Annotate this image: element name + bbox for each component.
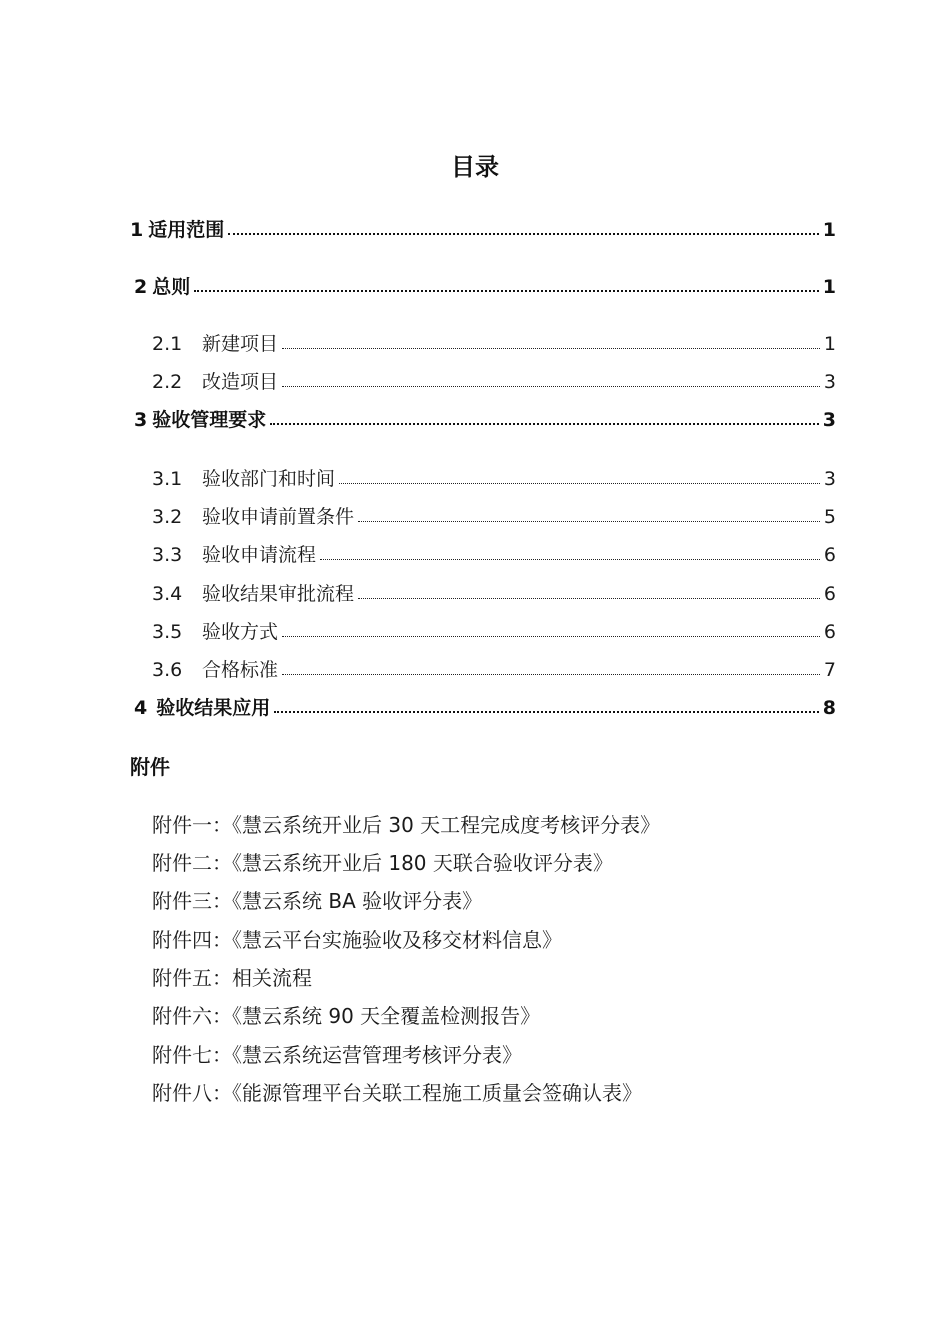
- toc-entry-number: 3: [134, 409, 148, 431]
- toc-dot-leader: [282, 619, 820, 638]
- toc-entry-page: 1: [822, 219, 836, 241]
- toc-entry-number: 3.5: [152, 621, 183, 643]
- page-title: 目录: [451, 153, 499, 181]
- toc-entry-page: 1: [823, 333, 836, 355]
- toc-entry-title: 验收结果审批流程: [202, 583, 355, 605]
- toc-entry-title: 适用范围: [148, 219, 225, 241]
- toc-entry-4[interactable]: [134, 694, 836, 722]
- toc-dot-leader: [274, 695, 819, 714]
- attachment-item[interactable]: 附件六：《慧云系统 90 天全覆盖检测报告》: [152, 1004, 541, 1028]
- toc-entry-3-1[interactable]: [152, 465, 836, 493]
- toc-entry-title: 新建项目: [202, 333, 279, 355]
- toc-entry-3-5[interactable]: [152, 618, 836, 646]
- toc-entry-title: 验收申请前置条件: [202, 506, 355, 528]
- toc-entry-page: 7: [823, 659, 836, 681]
- toc-dot-leader: [228, 217, 819, 236]
- toc-entry-page: 3: [822, 409, 836, 431]
- toc-dot-leader: [270, 407, 819, 426]
- toc-entry-number: 2.1: [152, 333, 183, 355]
- attachment-item[interactable]: 附件一：《慧云系统开业后 30 天工程完成度考核评分表》: [152, 813, 661, 837]
- attachment-item[interactable]: 附件四：《慧云平台实施验收及移交材料信息》: [152, 928, 562, 952]
- toc-entry-page: 6: [823, 544, 836, 566]
- toc-entry-number: 3.3: [152, 544, 183, 566]
- toc-dot-leader: [358, 581, 820, 600]
- attachment-item[interactable]: 附件三：《慧云系统 BA 验收评分表》: [152, 889, 483, 913]
- toc-entry-title: 总则: [152, 276, 191, 298]
- toc-entry-title: 验收管理要求: [152, 409, 267, 431]
- toc-dot-leader: [339, 466, 820, 485]
- toc-entry-page: 3: [823, 468, 836, 490]
- toc-dot-leader: [282, 331, 820, 350]
- toc-entry-title: 验收申请流程: [202, 544, 317, 566]
- toc-entry-3[interactable]: [134, 406, 836, 434]
- toc-entry-number: 2.2: [152, 371, 183, 393]
- toc-entry-title: 验收部门和时间: [202, 468, 336, 490]
- toc-entry-page: 3: [823, 371, 836, 393]
- toc-entry-number: 1: [130, 219, 144, 241]
- attachment-item[interactable]: 附件二：《慧云系统开业后 180 天联合验收评分表》: [152, 851, 613, 875]
- toc-entry-number: 4: [134, 697, 148, 719]
- toc-entry-number: 3.2: [152, 506, 183, 528]
- toc-entry-2-2[interactable]: [152, 368, 836, 396]
- toc-entry-3-2[interactable]: [152, 503, 836, 531]
- toc-entry-2-1[interactable]: [152, 330, 836, 358]
- attachment-item[interactable]: 附件八：《能源管理平台关联工程施工质量会签确认表》: [152, 1081, 642, 1105]
- attachment-item[interactable]: 附件五：相关流程: [152, 966, 312, 990]
- toc-entry-page: 8: [822, 697, 836, 719]
- toc-dot-leader: [282, 369, 820, 388]
- toc-entry-3-6[interactable]: [152, 656, 836, 684]
- toc-entry-page: 6: [823, 621, 836, 643]
- toc-entry-3-4[interactable]: [152, 580, 836, 608]
- toc-entry-page: 1: [822, 276, 836, 298]
- toc-entry-title: 验收结果应用: [156, 697, 271, 719]
- toc-entry-number: 3.1: [152, 468, 183, 490]
- toc-dot-leader: [282, 657, 820, 676]
- toc-entry-1[interactable]: [130, 216, 836, 244]
- toc-dot-leader: [194, 274, 819, 293]
- toc-entry-title: 合格标准: [202, 659, 279, 681]
- toc-entry-number: 2: [134, 276, 148, 298]
- toc-dot-leader: [320, 542, 820, 561]
- toc-entry-number: 3.4: [152, 583, 183, 605]
- toc-entry-3-3[interactable]: [152, 541, 836, 569]
- toc-entry-number: 3.6: [152, 659, 183, 681]
- toc-entry-title: 验收方式: [202, 621, 279, 643]
- toc-entry-title: 改造项目: [202, 371, 279, 393]
- toc-entry-page: 6: [823, 583, 836, 605]
- toc-dot-leader: [358, 504, 820, 523]
- toc-entry-page: 5: [823, 506, 836, 528]
- attachments-heading: 附件: [130, 755, 170, 779]
- attachment-item[interactable]: 附件七：《慧云系统运营管理考核评分表》: [152, 1043, 522, 1067]
- toc-entry-2[interactable]: [134, 273, 836, 301]
